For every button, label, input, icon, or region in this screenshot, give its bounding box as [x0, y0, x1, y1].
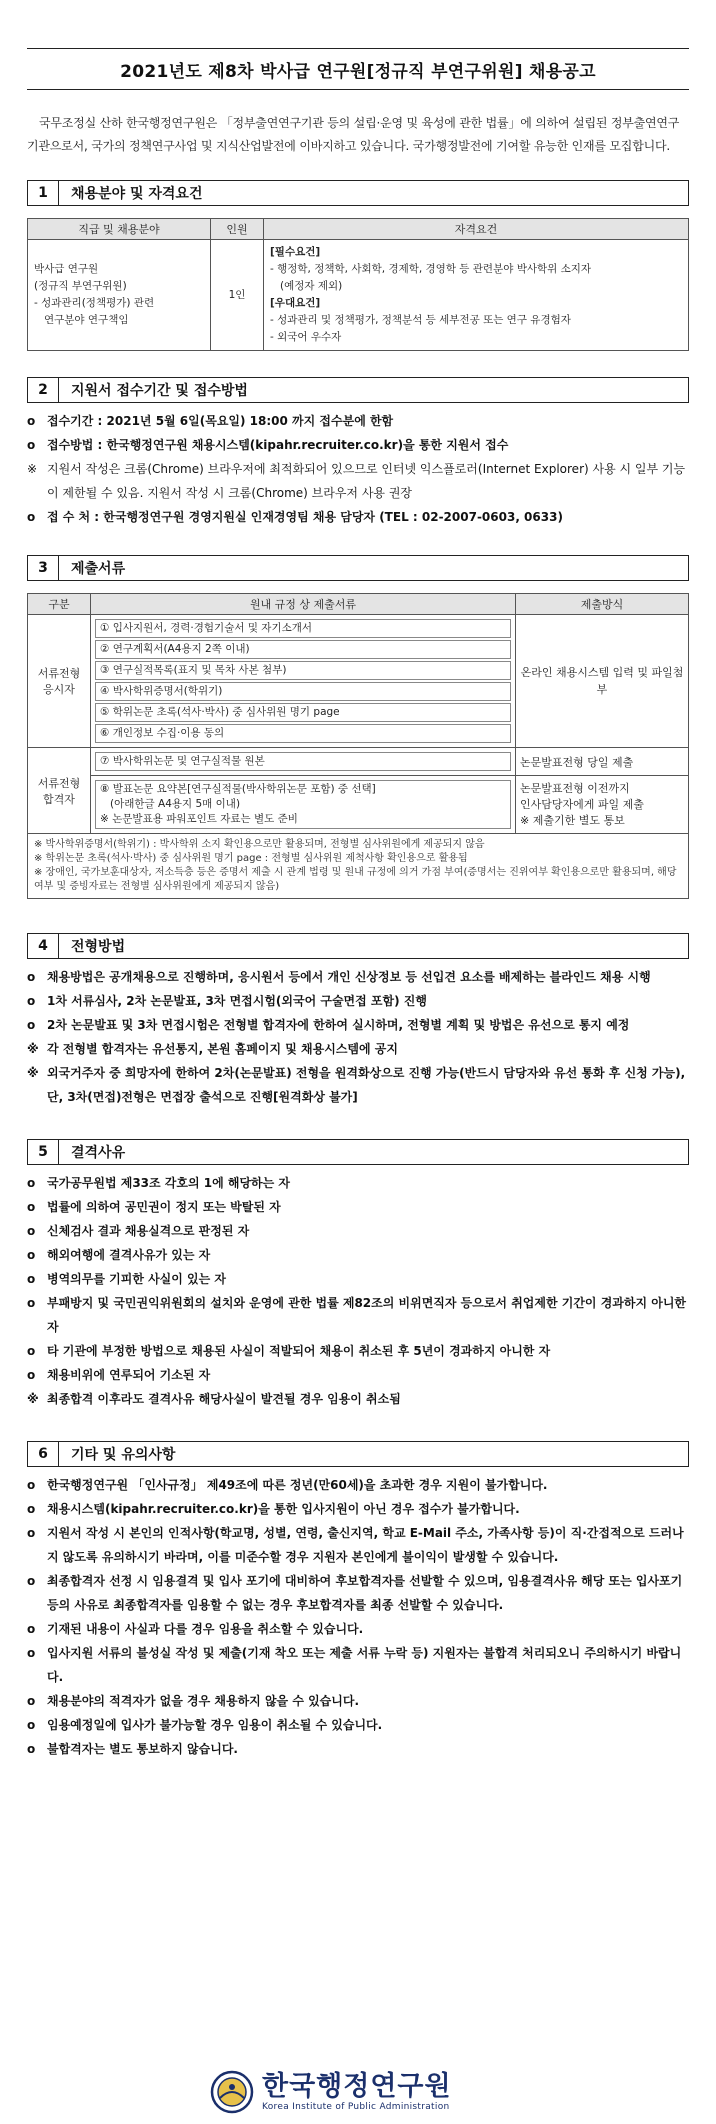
field-cell	[28, 240, 211, 351]
note-line: ※ 학위논문 초록(석사·박사) 중 심사위원 명기 page : 전형별 심사위원 제척사항 확인용으로 활용됨	[34, 853, 468, 864]
org-name-english: Korea Institute of Public Administration	[262, 2102, 450, 2112]
section-number: 4	[27, 933, 59, 959]
field-line: (정규직 부연구위원)	[34, 280, 127, 292]
list-item: o 국가공무원법 제33조 각호의 1에 해당하는 자	[27, 1176, 291, 1190]
doc-item	[95, 780, 511, 829]
doc-item: ① 입사지원서, 경력·경험기술서 및 자기소개서	[95, 619, 511, 638]
list-item: ※ 지원서 작성은 크롬(Chrome) 브라우저에 최적화되어 있으므로 인터넷 익스플로러(Internet Explorer) 사용 시 일부 기능이 제한될 수 있음. 지원서 작성 시 크롬(Chrome) 브라우저 사용 권장	[27, 462, 686, 500]
doc-item: ⑤ 학위논문 초록(석사·박사) 중 심사위원 명기 page	[95, 703, 511, 722]
section-title: 지원서 접수기간 및 접수방법	[59, 377, 689, 403]
method-line: 인사담당자에게 파일 제출	[520, 797, 644, 811]
list-item: o 신체검사 결과 채용실격으로 판정된 자	[27, 1224, 250, 1238]
list-item: o 접수방법 : 한국행정연구원 채용시스템(kipahr.recruiter.co.kr)을 통한 지원서 접수	[27, 438, 509, 452]
note-line: ※ 박사학위증명서(학위기) : 박사학위 소지 확인용으로만 활용되며, 전형별 심사위원에게 제공되지 않음	[34, 839, 485, 850]
list-item: o 2차 논문발표 및 3차 면접시험은 전형별 합격자에 한하여 실시하며, 전형별 계획 및 방법은 유선으로 통지 예정	[27, 1018, 630, 1032]
list-item: ※ 외국거주자 중 희망자에 한하여 2차(논문발표) 전형을 원격화상으로 진행 가능(반드시 담당자와 유선 통화 후 신청 가능), 단, 3차(면접)전형은 면접장 출석으로 진행[원격화상 불가]	[27, 1066, 686, 1104]
req-heading: [우대요건]	[270, 297, 321, 309]
list-item: o 입사지원 서류의 불성실 작성 및 제출(기재 착오 또는 제출 서류 누락 등) 지원자는 불합격 처리되오니 주의하시기 바랍니다.	[27, 1646, 682, 1684]
note-line: ※ 장애인, 국가보훈대상자, 저소득층 등은 증명서 제출 시 관계 법령 및 원내 규정에 의거 가점 부여(증명서는 진위여부 확인용으로만 활용되며, 해당 여부 및 증빙자료는 전형별 심사위원에게 제공되지 않음)	[34, 867, 677, 892]
doc-item: ⑥ 개인정보 수집·이용 동의	[95, 724, 511, 743]
count-cell: 1인	[211, 240, 264, 351]
table-header: 원내 규정 상 제출서류	[91, 594, 516, 615]
list-item: o 법률에 의하여 공민권이 정지 또는 박탈된 자	[27, 1200, 281, 1214]
method-cell: 온라인 채용시스템 입력 및 파일첨부	[516, 615, 689, 748]
table-header: 직급 및 채용분야	[28, 219, 211, 240]
section-header-4	[27, 933, 689, 959]
list-item: o 한국행정연구원 「인사규정」 제49조에 따른 정년(만60세)을 초과한 경우 지원이 불가합니다.	[27, 1478, 548, 1492]
s2-list	[27, 409, 689, 529]
doc-item: ② 연구계획서(A4용지 2쪽 이내)	[95, 640, 511, 659]
page-title: 2021년도 제8차 박사급 연구원[정규직 부연구위원] 채용공고	[27, 48, 689, 90]
section-header-2	[27, 377, 689, 403]
section-header-5	[27, 1139, 689, 1165]
list-item: o 채용시스템(kipahr.recruiter.co.kr)을 통한 입사지원이 아닌 경우 접수가 불가합니다.	[27, 1502, 520, 1516]
list-item: o 병역의무를 기피한 사실이 있는 자	[27, 1272, 227, 1286]
doc-item: ③ 연구실적목록(표지 및 목차 사본 첨부)	[95, 661, 511, 680]
list-item: o 최종합격자 선정 시 임용결격 및 입사 포기에 대비하여 후보합격자를 선발할 수 있으며, 임용결격사유 해당 또는 입사포기 등의 사유로 최종합격자를 임용할 수 없는 경우 후보합격자를 최종 선발할 수 있습니다.	[27, 1574, 683, 1612]
footer-logo	[210, 2070, 452, 2114]
method-cell	[516, 776, 689, 834]
table-header: 제출방식	[516, 594, 689, 615]
requirements-cell	[264, 240, 689, 351]
section-title: 기타 및 유의사항	[59, 1441, 689, 1467]
documents-notes	[27, 834, 689, 899]
list-item: o 부패방지 및 국민권익위원회의 설치와 운영에 관한 법률 제82조의 비위면직자 등으로서 취업제한 기간이 경과하지 아니한 자	[27, 1296, 687, 1334]
docs-cell	[91, 615, 516, 748]
s5-list	[27, 1171, 689, 1411]
list-item: o 1차 서류심사, 2차 논문발표, 3차 면접시험(외국어 구술면접 포함) 진행	[27, 994, 427, 1008]
list-item: ※ 각 전형별 합격자는 유선통지, 본원 홈페이지 및 채용시스템에 공지	[27, 1042, 398, 1056]
list-item: ※ 최종합격 이후라도 결격사유 해당사실이 발견될 경우 임용이 취소됨	[27, 1392, 401, 1406]
recruitment-table	[27, 218, 689, 351]
section-number: 6	[27, 1441, 59, 1467]
docs-cell	[91, 748, 516, 776]
org-name-korean: 한국행정연구원	[262, 2071, 452, 2102]
list-item: o 해외여행에 결격사유가 있는 자	[27, 1248, 211, 1262]
section-number: 3	[27, 555, 59, 581]
section-number: 2	[27, 377, 59, 403]
list-item: o 불합격자는 별도 통보하지 않습니다.	[27, 1742, 238, 1756]
table-header: 자격요건	[264, 219, 689, 240]
section-title: 채용분야 및 자격요건	[59, 180, 689, 206]
section-title: 결격사유	[59, 1139, 689, 1165]
s6-list	[27, 1473, 689, 1761]
doc-item: ④ 박사학위증명서(학위기)	[95, 682, 511, 701]
doc-line: ※ 논문발표용 파워포인트 자료는 별도 준비	[100, 813, 298, 825]
req-line: - 외국어 우수자	[270, 331, 342, 343]
s4-list	[27, 965, 689, 1109]
documents-table	[27, 593, 689, 834]
list-item: o 접 수 처 : 한국행정연구원 경영지원실 인재경영팀 채용 담당자 (TEL : 02-2007-0603, 0633)	[27, 510, 563, 524]
list-item: o 지원서 작성 시 본인의 인적사항(학교명, 성별, 연령, 출신지역, 학교 E-Mail 주소, 가족사항 등)이 직·간접적으로 드러나지 않도록 유의하시기 바라며, 이를 미준수할 경우 지원자 본인에게 불이익이 발생할 수 있습니다.	[27, 1526, 684, 1564]
method-line: 논문발표전형 이전까지	[520, 781, 630, 795]
req-line: - 성과관리 및 정책평가, 정책분석 등 세부전공 또는 연구 유경험자	[270, 314, 571, 326]
section-header-6	[27, 1441, 689, 1467]
field-line: 연구분야 연구책임	[44, 314, 129, 326]
list-item: o 채용분야의 적격자가 없을 경우 채용하지 않을 수 있습니다.	[27, 1694, 360, 1708]
doc-item: ⑦ 박사학위논문 및 연구실적물 원본	[95, 752, 511, 771]
kipa-emblem-icon	[210, 2070, 254, 2114]
table-header: 인원	[211, 219, 264, 240]
section-title: 제출서류	[59, 555, 689, 581]
intro-paragraph: 국무조정실 산하 한국행정연구원은 「정부출연연구기관 등의 설립·운영 및 육성에 관한 법률」에 의하여 설립된 정부출연연구기관으로서, 국가의 정책연구사업 및 지식산업발전에 이바지하고 있습니다. 국가행정발전에 기여할 유능한 인재를 모집합니다.	[27, 116, 680, 153]
doc-line: ⑧ 발표논문 요약본[연구실적물(박사학위논문 포함) 중 선택]	[100, 783, 376, 795]
list-item: o 채용비위에 연루되어 기소된 자	[27, 1368, 211, 1382]
document	[27, 0, 689, 1761]
list-item: o 채용방법은 공개채용으로 진행하며, 응시원서 등에서 개인 신상정보 등 선입견 요소를 배제하는 블라인드 채용 시행	[27, 970, 651, 984]
group-cell: 서류전형 응시자	[28, 615, 91, 748]
section-number: 1	[27, 180, 59, 206]
list-item: o 접수기간 : 2021년 5월 6일(목요일) 18:00 까지 접수분에 한함	[27, 414, 394, 428]
section-header-1	[27, 180, 689, 206]
method-line: ※ 제출기한 별도 통보	[520, 813, 625, 827]
section-number: 5	[27, 1139, 59, 1165]
req-heading: [필수요건]	[270, 246, 321, 258]
table-header: 구분	[28, 594, 91, 615]
list-item: o 임용예정일에 입사가 불가능할 경우 임용이 취소될 수 있습니다.	[27, 1718, 383, 1732]
docs-cell	[91, 776, 516, 834]
doc-line: (아래한글 A4용지 5매 이내)	[110, 798, 241, 810]
req-line: (예정자 제외)	[280, 280, 343, 292]
section-title: 전형방법	[59, 933, 689, 959]
req-line: - 행정학, 정책학, 사회학, 경제학, 경영학 등 관련분야 박사학위 소지자	[270, 263, 592, 275]
field-line: - 성과관리(정책평가) 관련	[34, 297, 155, 309]
group-cell: 서류전형 합격자	[28, 748, 91, 834]
section-header-3	[27, 555, 689, 581]
method-cell: 논문발표전형 당일 제출	[516, 748, 689, 776]
list-item: o 타 기관에 부정한 방법으로 채용된 사실이 적발되어 채용이 취소된 후 5년이 경과하지 아니한 자	[27, 1344, 551, 1358]
list-item: o 기재된 내용이 사실과 다를 경우 임용을 취소할 수 있습니다.	[27, 1622, 364, 1636]
field-line: 박사급 연구원	[34, 263, 99, 275]
